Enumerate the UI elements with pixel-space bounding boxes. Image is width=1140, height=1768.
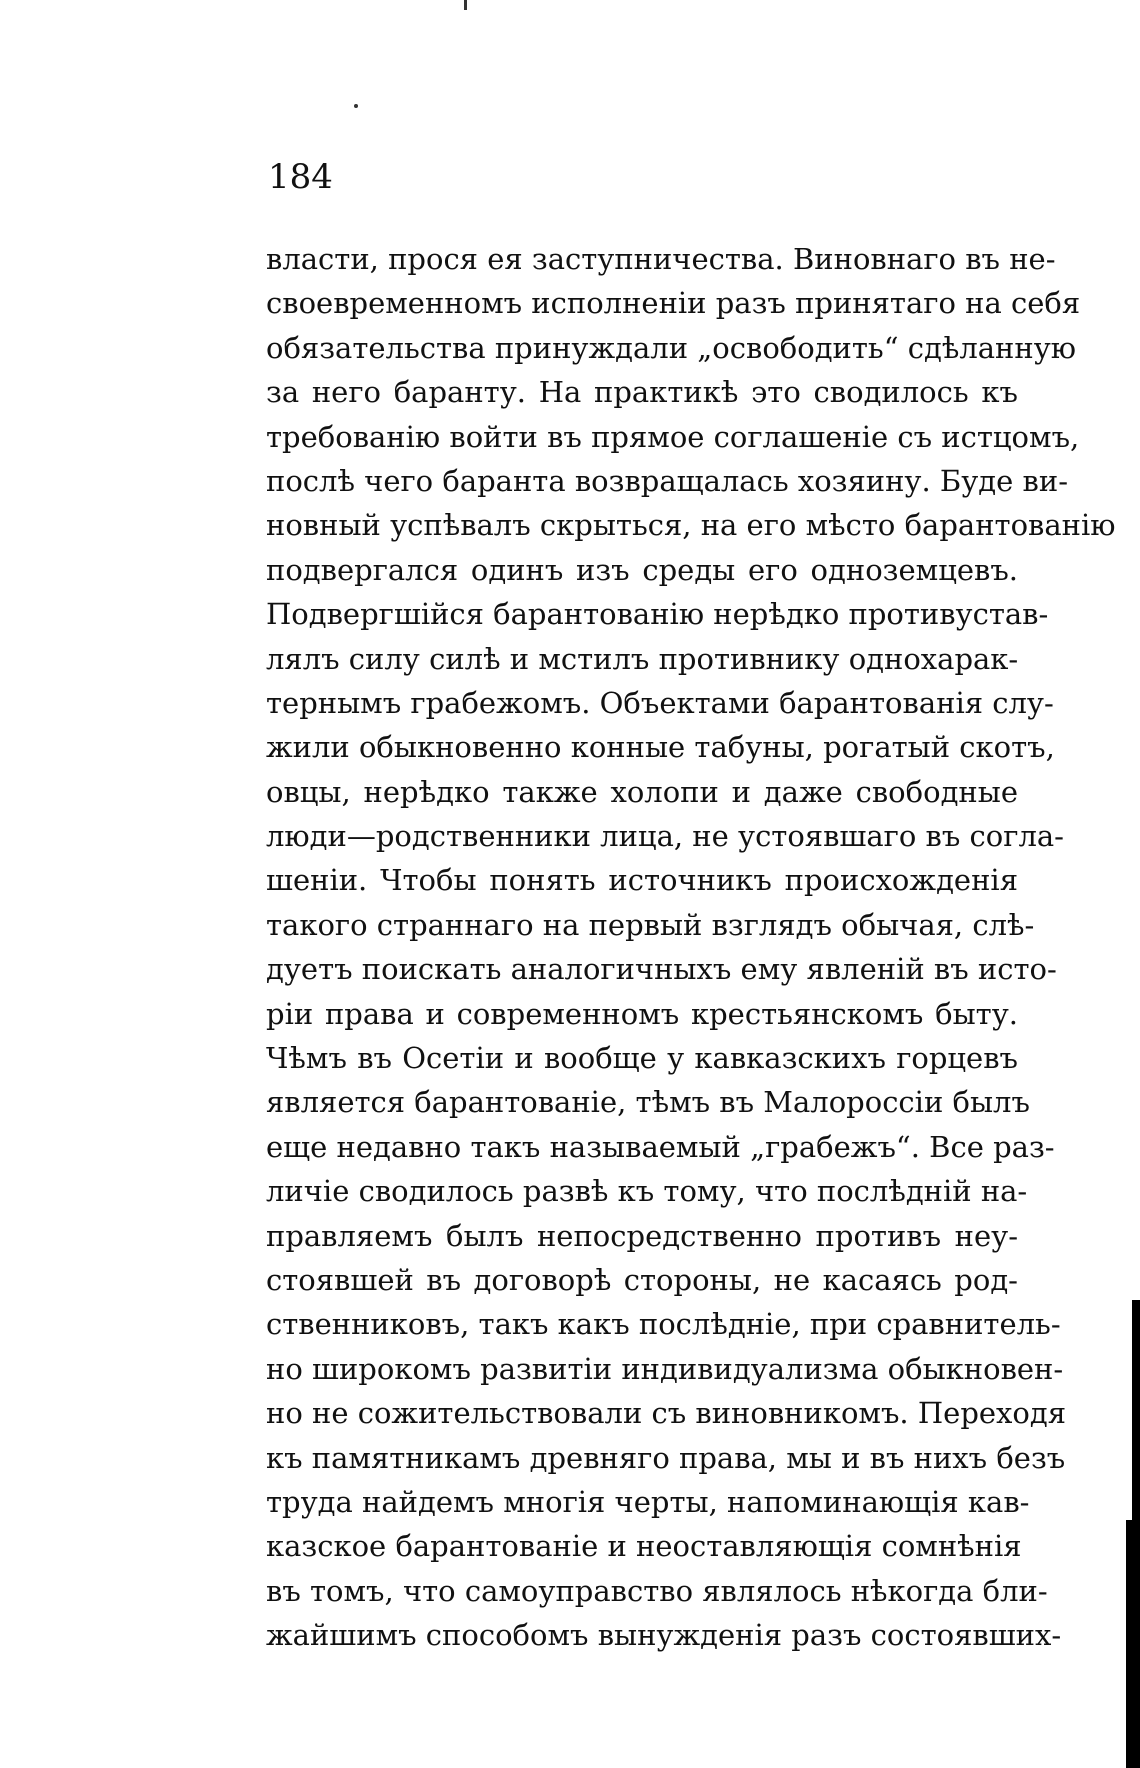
text-line: дуетъ поискать аналогичныхъ ему явленій въ исто- — [266, 952, 1057, 987]
text-line: къ памятникамъ древняго права, мы и въ нихъ безъ — [266, 1440, 1066, 1475]
text-line: за него баранту. На практикѣ это сводилось къ — [266, 375, 1018, 410]
text-line: такого страннаго на первый взглядъ обычая, слѣ- — [266, 907, 1035, 942]
text-line: власти, прося ея заступничества. Виновнаго въ не- — [266, 242, 1056, 276]
text-line: но не сожительствовали съ виновникомъ. Переходя — [266, 1396, 1067, 1431]
dust-speck — [354, 104, 358, 108]
text-line: Подвергшійся барантованію нерѣдко противустав- — [266, 597, 1049, 632]
text-line: правляемъ былъ непосредственно противъ неу- — [266, 1218, 1018, 1253]
text-line: стоявшей въ договорѣ стороны, не касаясь род- — [266, 1262, 1018, 1297]
text-line: въ томъ, что самоуправство являлось нѣкогда бли- — [266, 1573, 1048, 1608]
page-number: 184 — [268, 157, 333, 197]
body-text — [266, 237, 1116, 1658]
page-edge-shadow — [1132, 1300, 1140, 1768]
text-line: труда найдемъ многія черты, напоминающія кав- — [266, 1484, 1030, 1519]
page-edge-shadow — [1126, 1520, 1132, 1768]
text-line: послѣ чего баранта возвращалась хозяину. Буде ви- — [266, 463, 1068, 498]
text-line: но широкомъ развитіи индивидуализма обыкновен- — [266, 1351, 1064, 1386]
text-line: казское барантованіе и неоставляющія сомнѣнія — [266, 1529, 1022, 1564]
text-line: ственниковъ, такъ какъ послѣдніе, при сравнитель- — [266, 1307, 1061, 1342]
text-line: овцы, нерѣдко также холопи и даже свободные — [266, 774, 1018, 809]
text-line: своевременномъ исполненіи разъ принятаго на себя — [266, 286, 1081, 321]
text-line: еще недавно такъ называемый „грабежъ“. Все раз- — [266, 1129, 1055, 1164]
text-line: люди—родственники лица, не устоявшаго въ согла- — [266, 819, 1064, 854]
text-line: ріи права и современномъ крестьянскомъ быту. — [266, 996, 1018, 1031]
text-line: обязательства принуждали „освободить“ сдѣланную — [266, 330, 1077, 365]
text-line: лялъ силу силѣ и мстилъ противнику однохарак- — [266, 641, 1019, 676]
text-line: личіе сводилось развѣ къ тому, что послѣдній на- — [266, 1174, 1028, 1209]
text-line: тернымъ грабежомъ. Объектами барантованія слу- — [266, 685, 1054, 720]
top-mark — [464, 0, 467, 10]
text-line: подвергался одинъ изъ среды его одноземцевъ. — [266, 552, 1018, 587]
text-line: новный успѣвалъ скрыться, на его мѣсто барантованію — [266, 508, 1116, 543]
text-line: жайшимъ способомъ вынужденія разъ состоявших- — [266, 1618, 1062, 1653]
text-line: жили обыкновенно конные табуны, рогатый скотъ, — [266, 730, 1055, 765]
text-line: является барантованіе, тѣмъ въ Малороссіи былъ — [266, 1085, 1030, 1120]
text-line: Чѣмъ въ Осетіи и вообще у кавказскихъ горцевъ — [266, 1041, 1018, 1076]
text-line: шеніи. Чтобы понять источникъ происхожденія — [266, 863, 1018, 898]
text-line: требованію войти въ прямое соглашеніе съ истцомъ, — [266, 419, 1080, 454]
